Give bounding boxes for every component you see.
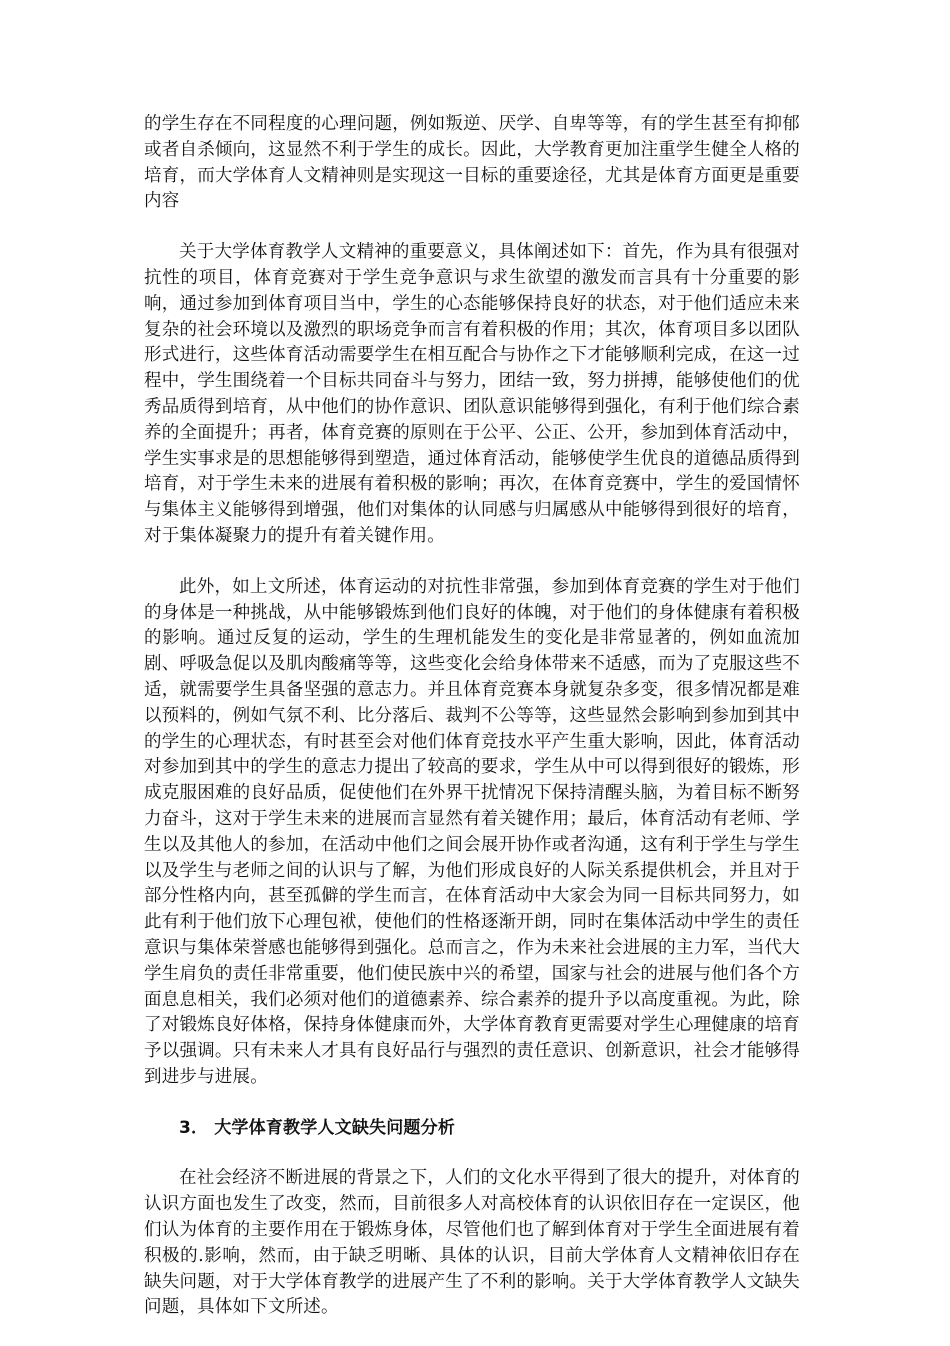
- paragraph-significance: 关于大学体育教学人文精神的重要意义，具体阐述如下：首先，作为具有很强对抗性的项目，体育竞赛对于学生竞争意识与求生欲望的激发而言具有十分重要的影响，通过参加到体育项目当中，学生的心态能够保持良好的状态，对于他们适应未来复杂的社会环境以及激烈的职场竞争而言有着积极的作用；其次，体育项目多以团队形式进行，这些体育活动需要学生在相互配合与协作之下才能够顺利完成，在这一过程中，学生围绕着一个目标共同奋斗与努力，团结一致，努力拼搏，能够使他们的优秀品质得到培育，从中他们的协作意识、团队意识能够得到强化，有利于他们综合素养的全面提升；再者，体育竞赛的原则在于公平、公正、公开，参加到体育活动中，学生实事求是的思想能够得到塑造，通过体育活动，能够使学生优良的道德品质得到培育，对于学生未来的进展有着积极的影响；再次，在体育竞赛中，学生的爱国情怀与集体主义能够得到增强，他们对集体的认同感与归属感从中能够得到很好的培育，对于集体凝聚力的提升有着关键作用。: [144, 242, 800, 546]
- paragraph-section-intro: 在社会经济不断进展的背景之下，人们的文化水平得到了很大的提升，对体育的认识方面也发生了改变，然而，目前很多人对高校体育的认识依旧存在一定误区，他们认为体育的主要作用在于锻炼身体，尽管他们也了解到体育对于学生全面进展有着积极的.影响，然而，由于缺乏明晰、具体的认识，目前大学体育人文精神依旧存在缺失问题，对于大学体育教学的进展产生了不利的影响。关于大学体育教学人文缺失问题，具体如下文所述。: [144, 1168, 800, 1318]
- section-heading: [144, 1116, 800, 1142]
- document-body: [144, 112, 800, 1346]
- section-number: 3．: [179, 1117, 209, 1138]
- section-title: 大学体育教学人文缺失问题分析: [214, 1117, 456, 1138]
- paragraph-continuation: 的学生存在不同程度的心理问题，例如叛逆、厌学、自卑等等，有的学生甚至有抑郁或者自杀倾向，这显然不利于学生的成长。因此，大学教育更加注重学生健全人格的培育，而大学体育人文精神则是实现这一目标的重要途径，尤其是体育方面更是重要内容: [144, 114, 800, 212]
- paragraph-physical-mental-benefits: 此外，如上文所述，体育运动的对抗性非常强，参加到体育竞赛的学生对于他们的身体是一种挑战，从中能够锻炼到他们良好的体魄，对于他们的身体健康有着积极的影响。通过反复的运动，学生的生理机能发生的变化是非常显著的，例如血流加剧、呼吸急促以及肌肉酸痛等等，这些变化会给身体带来不适感，而为了克服这些不适，就需要学生具备坚强的意志力。并且体育竞赛本身就复杂多变，很多情况都是难以预料的，例如气氛不利、比分落后、裁判不公等等，这些显然会影响到参加到其中的学生的心理状态，有时甚至会对他们体育竞技水平产生重大影响，因此，体育活动对参加到其中的学生的意志力提出了较高的要求，学生从中可以得到很好的锻炼，形成克服困难的良好品质，促使他们在外界干扰情况下保持清醒头脑，为着目标不断努力奋斗，这对于学生未来的进展而言显然有着关键作用；最后，体育活动有老师、学生以及其他人的参加，在活动中他们之间会展开协作或者沟通，这有利于学生与学生以及学生与老师之间的认识与了解，为他们形成良好的人际关系提供机会，并且对于部分性格内向，甚至孤僻的学生而言，在体育活动中大家会为同一目标共同努力，如此有利于他们放下心理包袱，使他们的性格逐渐开朗，同时在集体活动中学生的责任意识与集体荣誉感也能够得到强化。总而言之，作为未来社会进展的主力军，当代大学生肩负的责任非常重要，他们使民族中兴的希望，国家与社会的进展与他们各个方面息息相关，我们必须对他们的道德素养、综合素养的提升予以高度重视。为此，除了对锻炼良好体格，保持身体健康而外，大学体育教育更需要对学生心理健康的培育予以强调。只有未来人才具有良好品行与强烈的责任意识、创新意识，社会才能够得到进步与进展。: [144, 576, 800, 1087]
